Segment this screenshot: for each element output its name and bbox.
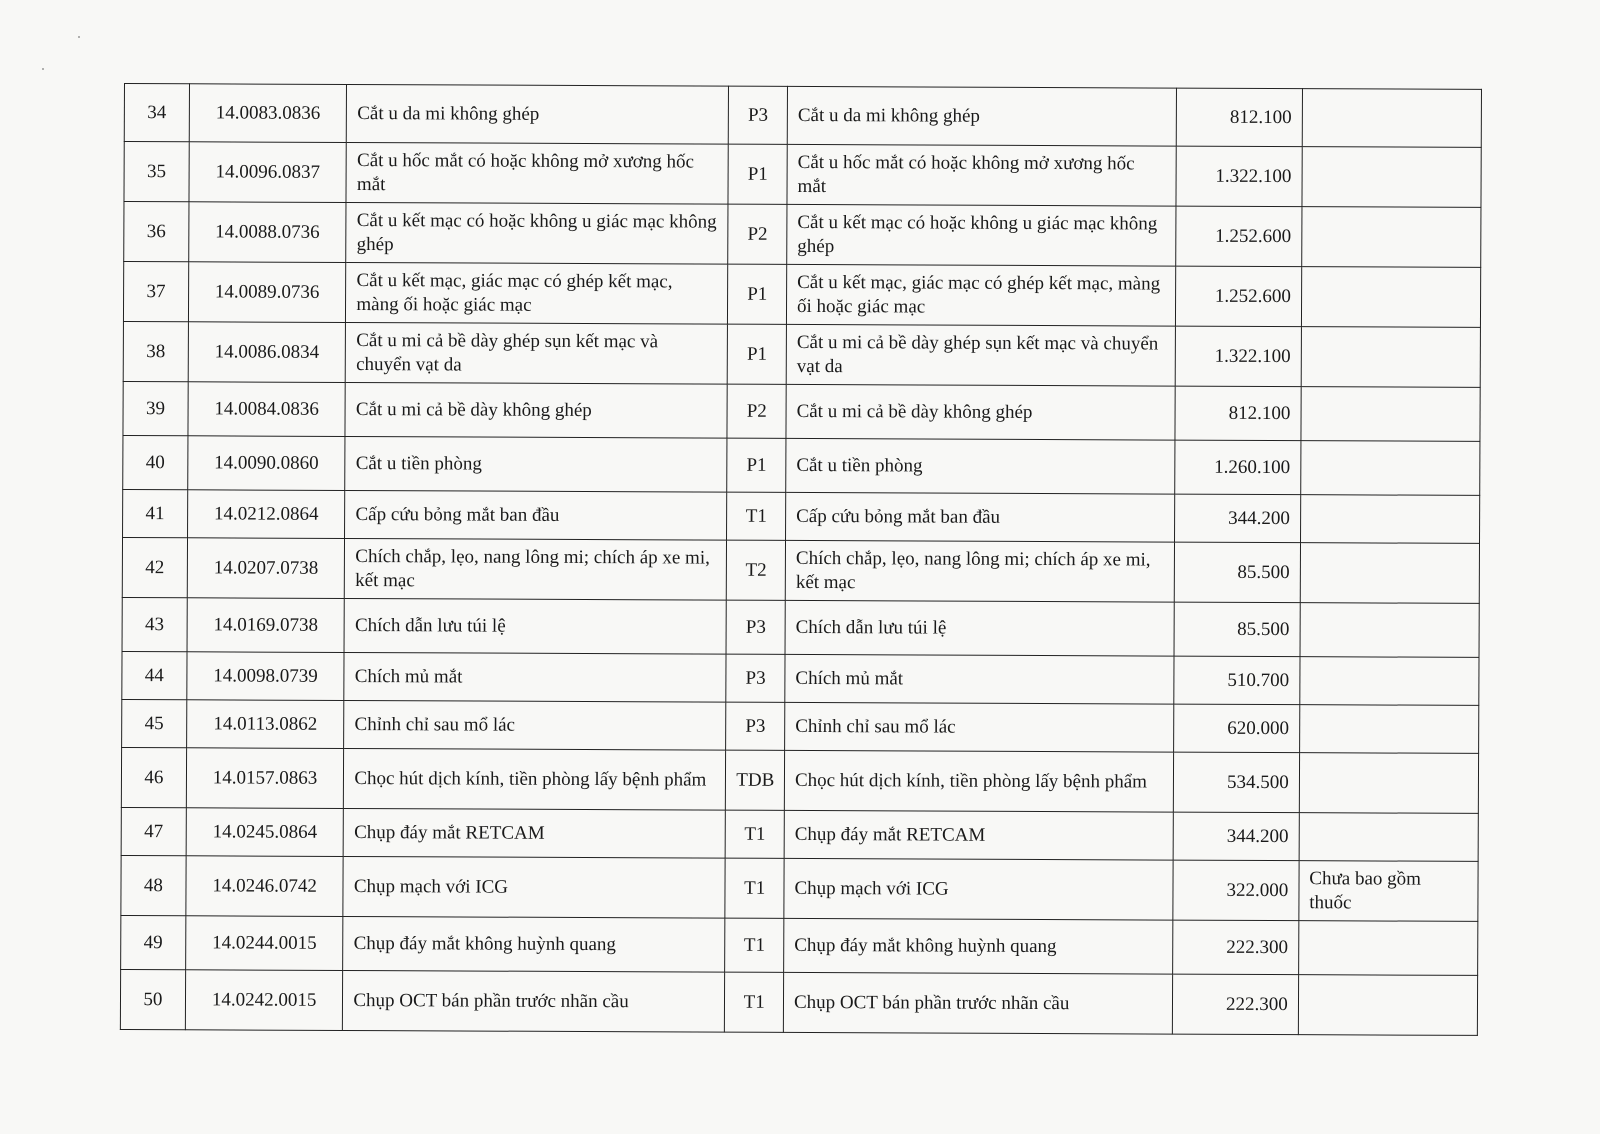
service-code: 14.0096.0837 xyxy=(189,142,347,203)
service-name-reference: Cắt u kết mạc, giác mạc có ghép kết mạc, màng ối hoặc giác mạc xyxy=(786,264,1175,326)
procedure-class: P3 xyxy=(729,86,788,144)
table-row xyxy=(123,381,1480,441)
service-code: 14.0157.0863 xyxy=(186,748,344,809)
procedure-class: P3 xyxy=(726,702,785,750)
table-row xyxy=(124,84,1481,148)
service-note xyxy=(1299,753,1478,814)
table-row xyxy=(121,855,1478,921)
service-name-reference: Cắt u mi cả bề dày ghép sụn kết mạc và chuyển vạt da xyxy=(786,324,1175,386)
service-name-reference: Chọc hút dịch kính, tiền phòng lấy bệnh phẩm xyxy=(784,750,1173,812)
service-code: 14.0090.0860 xyxy=(188,436,346,491)
table-row xyxy=(121,747,1478,813)
service-name: Chích dẫn lưu túi lệ xyxy=(344,598,726,654)
service-note xyxy=(1300,657,1479,706)
service-price: 1.252.600 xyxy=(1176,266,1302,327)
row-number: 50 xyxy=(120,969,185,1029)
service-price: 1.252.600 xyxy=(1176,206,1302,267)
service-name: Chích mủ mắt xyxy=(344,652,726,702)
procedure-class: P1 xyxy=(728,264,787,324)
service-name: Cấp cứu bỏng mắt ban đầu xyxy=(345,490,727,540)
table-row xyxy=(121,915,1478,975)
service-price: 1.322.100 xyxy=(1175,326,1301,387)
procedure-class: P2 xyxy=(727,384,786,438)
row-number: 42 xyxy=(122,537,187,597)
service-name: Cắt u kết mạc, giác mạc có ghép kết mạc, màng ối hoặc giác mạc xyxy=(346,262,728,324)
service-price: 344.200 xyxy=(1175,494,1301,543)
row-number: 35 xyxy=(124,142,189,202)
service-note xyxy=(1301,387,1480,442)
row-number: 48 xyxy=(121,855,186,915)
service-name: Chụp mạch với ICG xyxy=(343,856,725,918)
service-note xyxy=(1298,975,1477,1036)
service-code: 14.0246.0742 xyxy=(186,856,344,917)
service-price: 812.100 xyxy=(1175,386,1301,441)
service-note xyxy=(1301,441,1480,496)
service-name-reference: Cắt u kết mạc có hoặc không u giác mạc không ghép xyxy=(787,204,1176,266)
row-number: 43 xyxy=(122,597,187,651)
service-name-reference: Chích dẫn lưu túi lệ xyxy=(785,600,1174,656)
procedure-class: TDB xyxy=(726,750,785,810)
table-row xyxy=(121,807,1478,861)
service-note xyxy=(1300,543,1479,604)
table-row xyxy=(123,262,1480,328)
service-name: Cắt u kết mạc có hoặc không u giác mạc không ghép xyxy=(346,202,728,264)
service-price: 1.260.100 xyxy=(1175,440,1301,495)
row-number: 49 xyxy=(121,915,186,969)
service-code: 14.0245.0864 xyxy=(186,808,344,857)
service-code: 14.0207.0738 xyxy=(187,538,345,599)
service-note xyxy=(1301,267,1480,328)
table-row xyxy=(122,651,1479,705)
procedure-class: T1 xyxy=(725,858,784,918)
row-number: 38 xyxy=(123,321,188,381)
service-name-reference: Chụp OCT bán phần trước nhãn cầu xyxy=(783,972,1172,1034)
service-price: 812.100 xyxy=(1176,88,1302,147)
service-name-reference: Cấp cứu bỏng mắt ban đầu xyxy=(786,492,1175,542)
service-name-reference: Chích chắp, lẹo, nang lông mi; chích áp xe mi, kết mạc xyxy=(785,540,1174,602)
service-name-reference: Cắt u da mi không ghép xyxy=(787,86,1176,146)
procedure-class: P1 xyxy=(727,438,786,492)
table-row xyxy=(122,537,1479,603)
service-name: Chụp đáy mắt không huỳnh quang xyxy=(343,916,725,972)
row-number: 47 xyxy=(121,807,186,855)
service-price: 322.000 xyxy=(1173,860,1299,921)
table-row xyxy=(123,435,1480,495)
procedure-class: P3 xyxy=(726,654,785,702)
table-row xyxy=(120,969,1477,1035)
service-note xyxy=(1298,921,1477,976)
scan-speck xyxy=(42,68,44,70)
table-body xyxy=(120,84,1481,1036)
procedure-class: T2 xyxy=(727,540,786,600)
row-number: 37 xyxy=(123,262,188,322)
service-name: Cắt u mi cả bề dày không ghép xyxy=(345,382,727,438)
service-note xyxy=(1299,705,1478,754)
service-name: Cắt u hốc mắt có hoặc không mở xương hốc mắt xyxy=(346,142,728,204)
procedure-class: P3 xyxy=(726,600,785,654)
service-name: Cắt u tiền phòng xyxy=(345,436,727,492)
service-name-reference: Cắt u hốc mắt có hoặc không mở xương hốc mắt xyxy=(787,144,1176,206)
service-code: 14.0098.0739 xyxy=(187,652,345,701)
service-name: Cắt u mi cả bề dày ghép sụn kết mạc và chuyển vạt da xyxy=(346,322,728,384)
table-row xyxy=(123,321,1480,387)
service-code: 14.0242.0015 xyxy=(185,970,343,1031)
service-price: 85.500 xyxy=(1174,602,1300,657)
service-price: 222.300 xyxy=(1173,920,1299,975)
row-number: 39 xyxy=(123,381,188,435)
row-number: 34 xyxy=(124,84,189,142)
service-code: 14.0088.0736 xyxy=(189,202,347,263)
service-price: 510.700 xyxy=(1174,656,1300,705)
service-price-table xyxy=(120,83,1482,1036)
service-note xyxy=(1302,147,1481,208)
service-code: 14.0169.0738 xyxy=(187,598,345,653)
row-number: 44 xyxy=(122,651,187,699)
service-note xyxy=(1301,327,1480,388)
service-code: 14.0084.0836 xyxy=(188,382,346,437)
service-note: Chưa bao gồm thuốc xyxy=(1299,861,1478,922)
service-price: 534.500 xyxy=(1174,752,1300,813)
service-name: Chỉnh chỉ sau mổ lác xyxy=(344,700,726,750)
procedure-class: T1 xyxy=(727,492,786,540)
service-name-reference: Cắt u mi cả bề dày không ghép xyxy=(786,384,1175,440)
procedure-class: P2 xyxy=(728,204,787,264)
service-note xyxy=(1302,89,1481,148)
row-number: 40 xyxy=(123,435,188,489)
procedure-class: T1 xyxy=(725,810,784,858)
service-code: 14.0244.0015 xyxy=(185,916,343,971)
service-code: 14.0212.0864 xyxy=(187,490,345,539)
service-price: 222.300 xyxy=(1173,974,1299,1035)
table-row xyxy=(122,699,1479,753)
service-name-reference: Chụp đáy mắt RETCAM xyxy=(784,810,1173,860)
service-name: Chụp đáy mắt RETCAM xyxy=(344,808,726,858)
table-row xyxy=(123,489,1480,543)
service-price: 620.000 xyxy=(1174,704,1300,753)
row-number: 45 xyxy=(122,699,187,747)
service-price: 1.322.100 xyxy=(1176,146,1302,207)
procedure-class: T1 xyxy=(725,918,784,972)
service-note xyxy=(1300,495,1479,544)
service-name: Chích chắp, lẹo, nang lông mi; chích áp xe mi, kết mạc xyxy=(345,538,727,600)
procedure-class: P1 xyxy=(728,144,787,204)
service-name: Cắt u da mi không ghép xyxy=(347,84,729,144)
service-price: 344.200 xyxy=(1173,812,1299,861)
service-code: 14.0089.0736 xyxy=(188,262,346,323)
row-number: 41 xyxy=(123,489,188,537)
table-row xyxy=(124,142,1481,208)
service-note xyxy=(1300,603,1479,658)
service-code: 14.0113.0862 xyxy=(186,700,344,749)
service-name-reference: Chỉnh chỉ sau mổ lác xyxy=(785,702,1174,752)
table-row xyxy=(122,597,1479,657)
service-note xyxy=(1302,207,1481,268)
procedure-class: T1 xyxy=(725,972,784,1032)
row-number: 46 xyxy=(121,747,186,807)
row-number: 36 xyxy=(124,202,189,262)
service-price: 85.500 xyxy=(1174,542,1300,603)
service-name-reference: Chụp mạch với ICG xyxy=(784,858,1173,920)
service-name: Chọc hút dịch kính, tiền phòng lấy bệnh phẩm xyxy=(344,748,726,810)
service-name-reference: Cắt u tiền phòng xyxy=(786,438,1175,494)
procedure-class: P1 xyxy=(728,324,787,384)
service-name: Chụp OCT bán phần trước nhãn cầu xyxy=(343,970,725,1032)
service-note xyxy=(1299,813,1478,862)
service-name-reference: Chụp đáy mắt không huỳnh quang xyxy=(784,918,1173,974)
service-code: 14.0083.0836 xyxy=(189,84,347,143)
service-code: 14.0086.0834 xyxy=(188,322,346,383)
service-name-reference: Chích mủ mắt xyxy=(785,654,1174,704)
table-row xyxy=(124,202,1481,268)
scan-speck xyxy=(78,36,80,38)
